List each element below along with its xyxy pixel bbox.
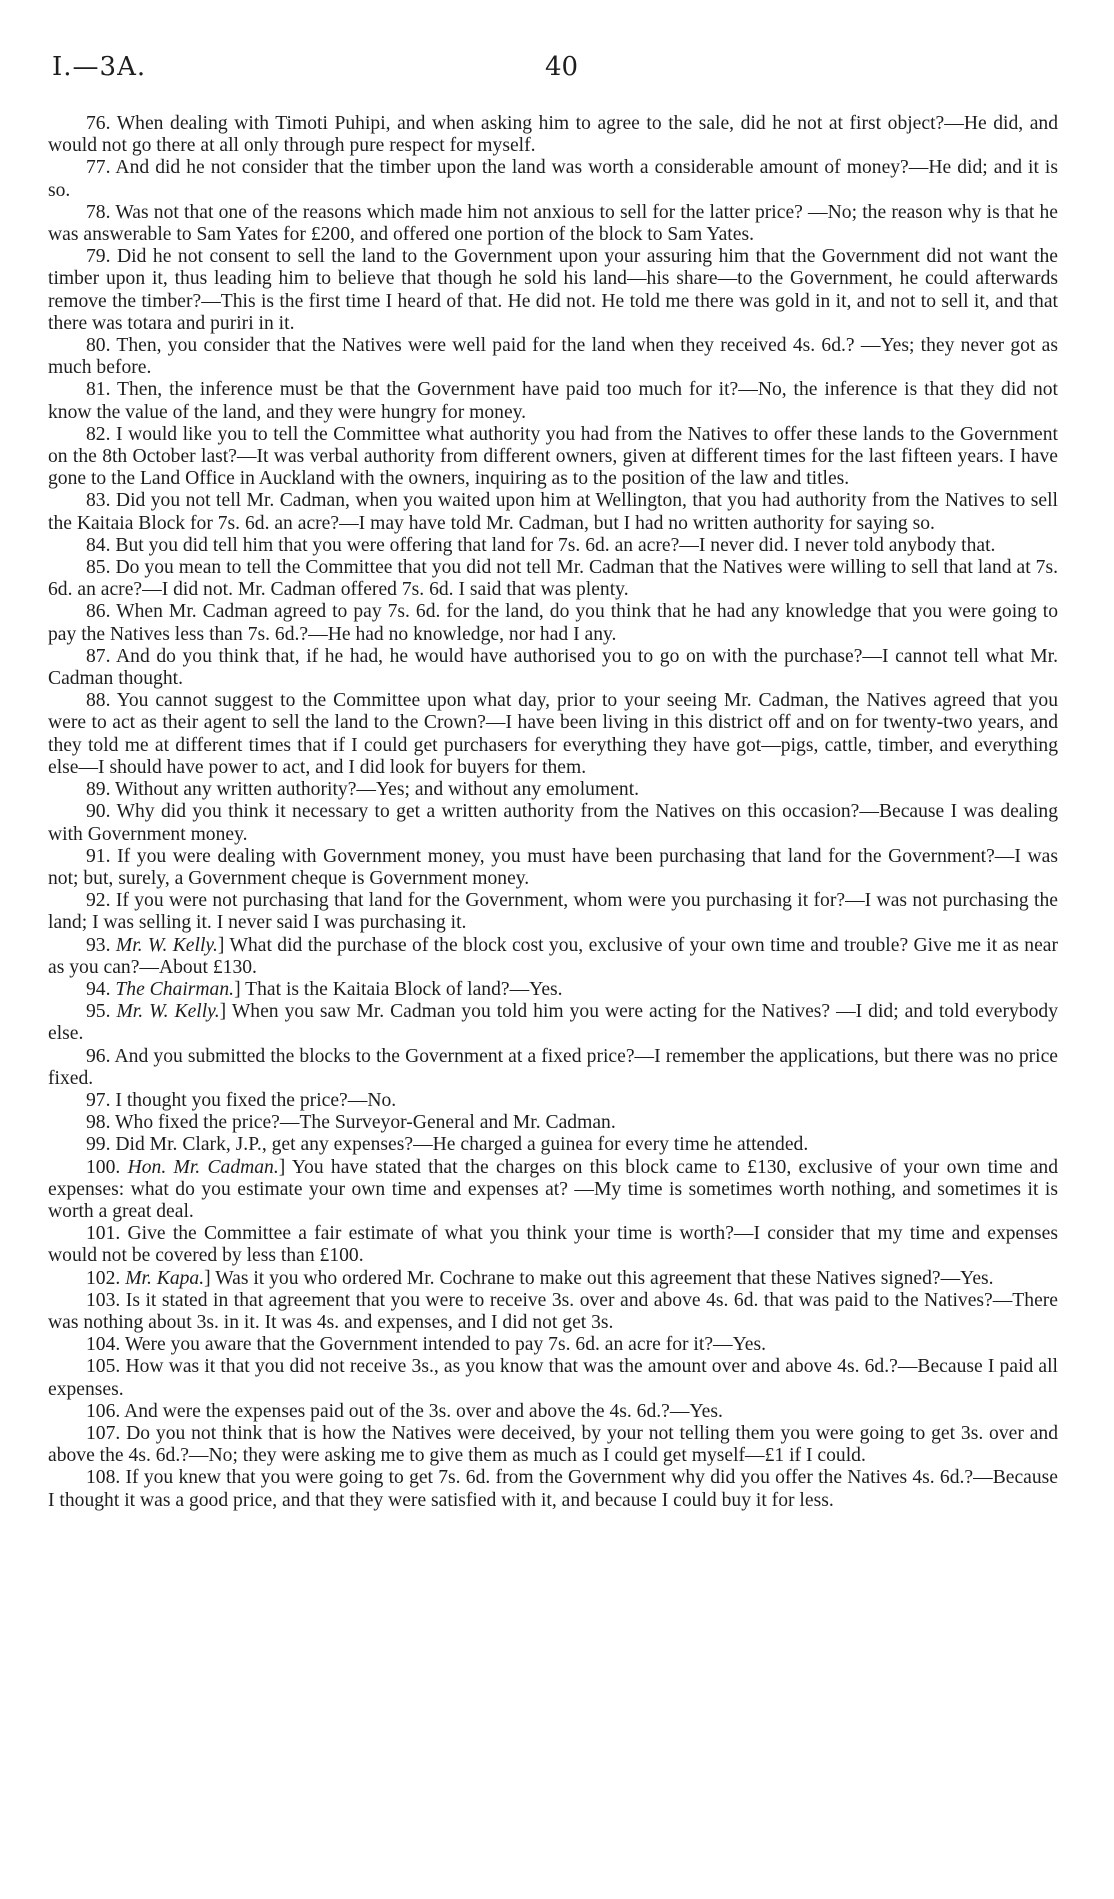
document-page bbox=[48, 36, 1058, 1512]
speaker-bracket: ] bbox=[219, 1001, 227, 1023]
question-answer-text: When you saw Mr. Cadman you told him you were acting for the Natives? —I did; and told everybody else. bbox=[48, 1001, 1059, 1045]
paragraph-number-text: 93. bbox=[86, 934, 116, 956]
question-answer-paragraph bbox=[48, 935, 1058, 979]
speaker-name: Mr. W. Kelly. bbox=[115, 934, 218, 956]
question-answer-paragraph: 105. How was it that you did not receive 3s., as you know that was the amount over and above 4s. 6d.?—Because I paid all expenses. bbox=[48, 1356, 1058, 1400]
question-answer-text: That is the Kaitaia Block of land?—Yes. bbox=[240, 978, 563, 1000]
question-answer-text: Was it you who ordered Mr. Cochrane to make out this agreement that these Natives signed?—Yes. bbox=[210, 1267, 994, 1289]
question-answer-paragraph: 78. Was not that one of the reasons which made him not anxious to sell for the latter price? —No; the reason why is that he was answerable to Sam Yates for £200, and offered one portion of the block to Sam Yates. bbox=[48, 201, 1058, 246]
question-answer-paragraph bbox=[48, 979, 1058, 1001]
speaker-name: The Chairman. bbox=[115, 978, 235, 1000]
question-answer-paragraph: 89. Without any written authority?—Yes; and without any emolument. bbox=[86, 779, 640, 801]
question-answer-paragraph: 84. But you did tell him that you were offering that land for 7s. 6d. an acre?—I never did. I never told anybody that. bbox=[86, 534, 996, 556]
question-answer-paragraph bbox=[48, 1157, 1058, 1224]
question-answer-paragraph: 106. And were the expenses paid out of the 3s. over and above the 4s. 6d.?—Yes. bbox=[86, 1400, 723, 1422]
question-answer-paragraph: 97. I thought you fixed the price?—No. bbox=[86, 1089, 397, 1111]
question-answer-paragraph: 80. Then, you consider that the Natives were well paid for the land when they received 4s. 6d.? —Yes; they never got as much before. bbox=[48, 335, 1058, 379]
question-answer-paragraph: 103. Is it stated in that agreement that you were to receive 3s. over and above 4s. 6d. that was paid to the Natives?—There was nothing about 3s. in it. It was 4s. and expenses, and I did not get 3s. bbox=[48, 1289, 1058, 1333]
speaker-name: Hon. Mr. Cadman. bbox=[127, 1156, 279, 1178]
question-answer-paragraph: 101. Give the Committee a fair estimate of what you think your time is worth?—I consider that my time and expenses would not be covered by less than £100. bbox=[48, 1223, 1058, 1267]
page-number: 40 bbox=[545, 52, 579, 82]
question-answer-paragraph: 82. I would like you to tell the Committee what authority you had from the Natives to offer these lands to the Government on the 8th October last?—It was verbal authority from different owners, given at different times for the last fifteen years. I have gone to the Land Office in Auckland with the owners, inquiring as to the position of the law and titles. bbox=[48, 423, 1058, 490]
question-answer-paragraph: 83. Did you not tell Mr. Cadman, when you waited upon him at Wellington, that you had authority from the Natives to sell the Kaitaia Block for 7s. 6d. an acre?—I may have told Mr. Cadman, but I had no written authority for saying so. bbox=[48, 490, 1058, 534]
document-reference: I.—3A. bbox=[52, 52, 147, 82]
question-answer-paragraph: 77. And did he not consider that the timber upon the land was worth a considerable amount of money?—He did; and it is so. bbox=[48, 157, 1058, 201]
speaker-name: Mr. Kapa. bbox=[125, 1267, 205, 1289]
speaker-name: Mr. W. Kelly. bbox=[116, 1001, 220, 1023]
question-answer-paragraph: 99. Did Mr. Clark, J.P., get any expenses?—He charged a guinea for every time he attended. bbox=[86, 1134, 809, 1156]
paragraph-number-text: 94. bbox=[86, 978, 116, 1000]
question-answer-paragraph: 79. Did he not consent to sell the land to the Government upon your assuring him that the Government did not want the timber upon it, thus leading him to believe that though he sold his land—his share—to the Government, he could afterwards remove the timber?—This is the first time I heard of that. He did not. He told me there was gold in it, and not to sell it, and that there was totara and puriri in it. bbox=[48, 246, 1058, 334]
speaker-bracket: ] bbox=[217, 934, 225, 956]
question-answer-paragraph: 98. Who fixed the price?—The Surveyor-General and Mr. Cadman. bbox=[86, 1112, 616, 1134]
question-answer-paragraph: 108. If you knew that you were going to get 7s. 6d. from the Government why did you offer the Natives 4s. 6d.?—Because I thought it was a good price, and that they were satisfied with it, and because I could buy it for less. bbox=[48, 1467, 1058, 1511]
paragraph-number-text: 100. bbox=[86, 1156, 128, 1178]
question-answer-paragraph: 104. Were you aware that the Government intended to pay 7s. 6d. an acre for it?—Yes. bbox=[86, 1334, 767, 1356]
question-answer-paragraph: 88. You cannot suggest to the Committee upon what day, prior to your seeing Mr. Cadman, the Natives agreed that you were to act as their agent to sell the land to the Crown?—I have been living in this district off and on for twenty-two years, and they told me at different times that if I could get purchasers for everything they have got—pigs, cattle, timber, and everything else—I should have power to act, and I did look for buyers for them. bbox=[48, 690, 1058, 778]
question-answer-paragraph: 76. When dealing with Timoti Puhipi, and when asking him to agree to the sale, did he not at first object?—He did, and would not go there at all only through pure respect for myself. bbox=[48, 113, 1058, 157]
question-answer-text: You have stated that the charges on this block came to £130, exclusive of your own time and expenses: what do you estimate your own time and expenses at? —My time is sometimes worth nothing, and sometimes it is worth a great deal. bbox=[48, 1156, 1059, 1222]
evidence-transcript bbox=[48, 113, 1058, 1512]
question-answer-paragraph bbox=[48, 1268, 1058, 1290]
question-answer-paragraph: 91. If you were dealing with Government money, you must have been purchasing that land for the Government?—I was not; but, surely, a Government cheque is Government money. bbox=[48, 845, 1058, 889]
page-header bbox=[48, 36, 1058, 88]
question-answer-paragraph: 107. Do you not think that is how the Natives were deceived, by your not telling them you were going to get 3s. over and above the 4s. 6d.?—No; they were asking me to give them as much as I could get myself—£1 if I could. bbox=[48, 1422, 1058, 1467]
speaker-bracket: ] bbox=[234, 978, 241, 1000]
question-answer-paragraph: 87. And do you think that, if he had, he would have authorised you to go on with the purchase?—I cannot tell what Mr. Cadman thought. bbox=[48, 645, 1058, 690]
question-answer-paragraph: 90. Why did you think it necessary to get a written authority from the Natives on this occasion?—Because I was dealing with Government money. bbox=[48, 801, 1058, 845]
question-answer-paragraph: 81. Then, the inference must be that the Government have paid too much for it?—No, the inference is that they did not know the value of the land, and they were hungry for money. bbox=[48, 379, 1058, 423]
question-answer-paragraph: 92. If you were not purchasing that land for the Government, whom were you purchasing it for?—I was not purchasing the land; I was selling it. I never said I was purchasing it. bbox=[48, 890, 1058, 934]
question-answer-paragraph bbox=[48, 1001, 1058, 1045]
paragraph-number-text: 102. bbox=[86, 1267, 126, 1289]
speaker-bracket: ] bbox=[204, 1267, 211, 1289]
question-answer-text: What did the purchase of the block cost you, exclusive of your own time and trouble? Give me it as near as you can?—About £130. bbox=[48, 934, 1058, 978]
question-answer-paragraph: 85. Do you mean to tell the Committee that you did not tell Mr. Cadman that the Natives were willing to sell that land at 7s. 6d. an acre?—I did not. Mr. Cadman offered 7s. 6d. I said that was plenty. bbox=[48, 557, 1058, 601]
question-answer-paragraph: 96. And you submitted the blocks to the Government at a fixed price?—I remember the applications, but there was no price fixed. bbox=[48, 1045, 1058, 1089]
question-answer-paragraph: 86. When Mr. Cadman agreed to pay 7s. 6d. for the land, do you think that he had any knowledge that you were going to pay the Natives less than 7s. 6d.?—He had no knowledge, nor had I any. bbox=[48, 601, 1058, 645]
speaker-bracket: ] bbox=[278, 1156, 286, 1178]
paragraph-number-text: 95. bbox=[86, 1001, 117, 1023]
